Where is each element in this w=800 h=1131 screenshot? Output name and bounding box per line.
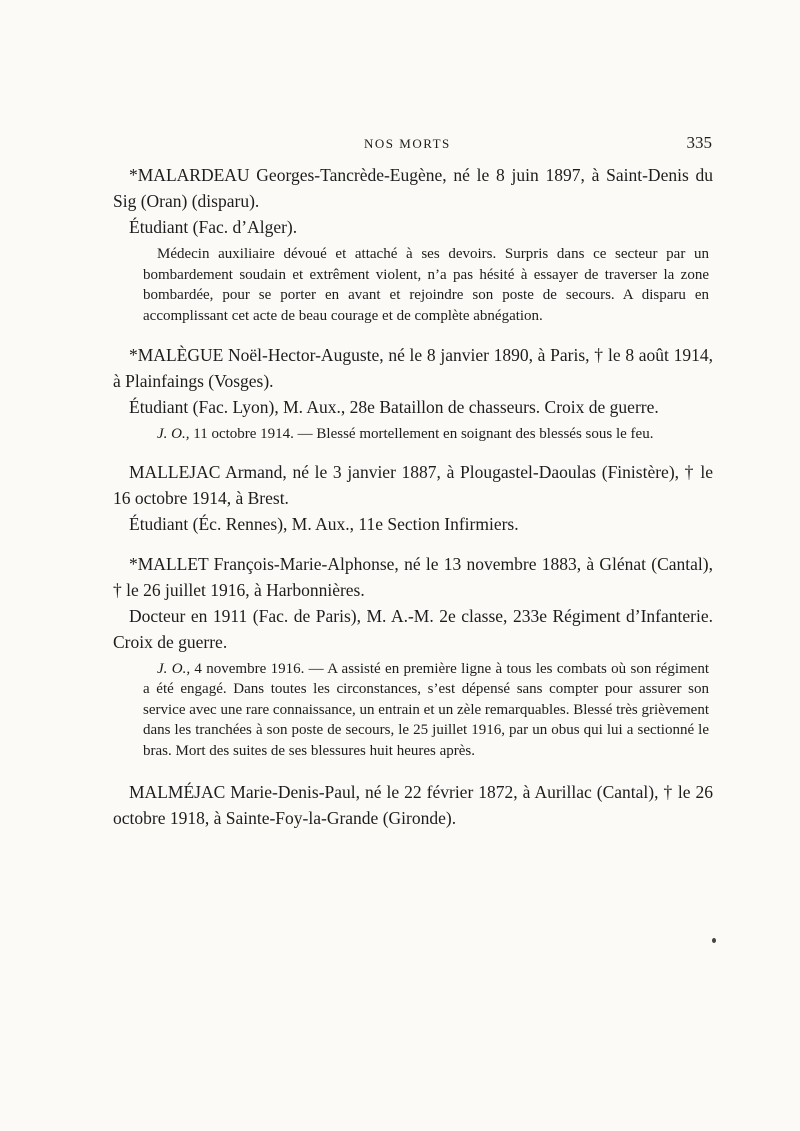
citation-text: Médecin auxiliaire dévoué et attaché à ses devoirs. Surpris dans ce secteur par un bombardement soudain et extrêment violent, n’a pas hésité à essayer de traverser la zone bombardée, pour se porter en avant et rejoindre son poste de secours. A disparu en accomplissant cet acte de beau courage et de complète abnégation. [143,246,709,324]
entry-studies: Étudiant (Fac. Lyon), M. Aux., 28e Bataillon de chasseurs. Croix de guerre. [129,397,659,417]
citation-text: 11 octobre 1914. — Blessé mortellement en soignant des blessés sous le feu. [189,426,654,442]
entry-citation [113,424,713,445]
obituary-entry-mallejac [113,459,713,537]
entry-studies: Étudiant (Fac. d’Alger). [129,217,298,237]
obituary-entry-malardeau [113,162,713,326]
page-number: 335 [686,133,712,152]
obituary-entry-mallet [113,551,713,762]
obituary-entry-malegue [113,342,713,445]
entry-headline: *MALLET François-Marie-Alphonse, né le 13 novembre 1883, à Glénat (Cantal), † le 26 juillet 1916, à Harbonnières. [113,553,713,600]
citation-source: J. O., [157,660,191,677]
page-header [116,133,712,159]
entry-headline: MALLEJAC Armand, né le 3 janvier 1887, à Plougastel-Daoulas (Finistère), † le 16 octobre 1914, à Brest. [113,461,713,508]
entry-headline: MALMÉJAC Marie-Denis-Paul, né le 22 février 1872, à Aurillac (Cantal), † le 26 octobre 1918, à Sainte-Foy-la-Grande (Gironde). [113,782,713,828]
entry-citation [113,659,713,762]
citation-text: 4 novembre 1916. — A assisté en première ligne à tous les combats où son régiment a été engagé. Dans toutes les circonstances, s’est dépensé sans compter pour assurer son service avec une rare connaissance, un entrain et un zèle remarquables. Blessé très grièvement dans les tranchées à son poste de secours, le 25 juillet 1916, par un obus qui lui a sectionné le bras. Mort des suites de ses blessures huit heures après. [143,660,710,759]
obituary-entry-malmejac [113,779,713,831]
running-title: NOS MORTS [364,136,451,151]
entry-citation [113,244,713,326]
entry-studies: Étudiant (Éc. Rennes), M. Aux., 11e Section Infirmiers. [129,513,519,534]
citation-source: J. O., [157,426,190,442]
entry-studies: Docteur en 1911 (Fac. de Paris), M. A.-M. 2e classe, 233e Régiment d’Infanterie. Croix de guerre. [113,605,713,652]
ink-speck [712,938,716,943]
entry-headline: *MALARDEAU Georges-Tancrède-Eugène, né le 8 juin 1897, à Saint-Denis du Sig (Oran) (disparu). [113,165,713,211]
obituary-list [113,162,713,831]
entry-headline: *MALÈGUE Noël-Hector-Auguste, né le 8 janvier 1890, à Paris, † le 8 août 1914, à Plainfaings (Vosges). [113,345,713,391]
